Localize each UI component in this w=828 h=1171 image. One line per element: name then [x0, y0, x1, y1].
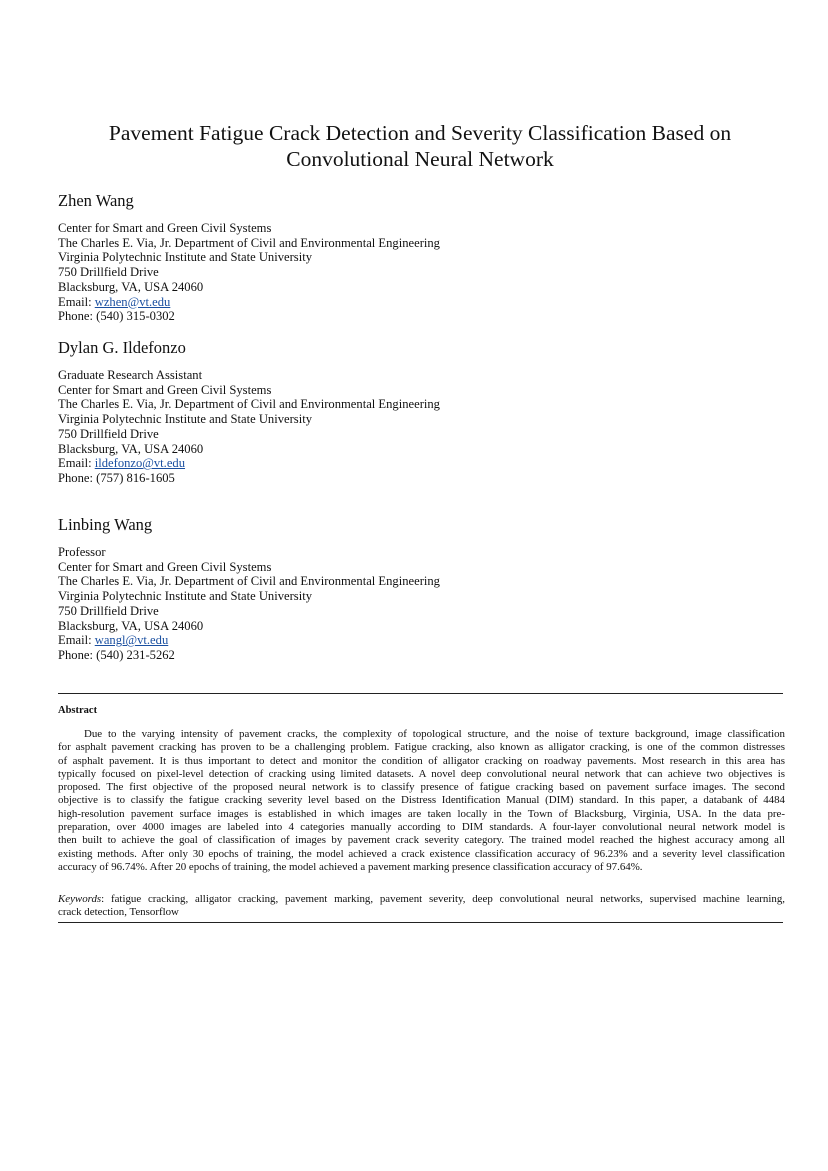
author-name: Dylan G. Ildefonzo — [58, 338, 186, 357]
title-line: Convolutional Neural Network — [286, 147, 554, 171]
abstract-bottom-rule — [58, 922, 783, 923]
affiliation-line: The Charles E. Via, Jr. Department of Civil and Environmental Engineering — [58, 574, 440, 589]
affiliation-line: Professor — [58, 545, 106, 559]
abstract-line: for asphalt pavement cracking has proven to be a challenging problem. Fatigue cracking, also known as alligator cracking, is one of the common distresses — [58, 741, 785, 754]
affiliation-line: Center for Smart and Green Civil Systems — [58, 221, 272, 235]
email-link[interactable]: wangl@vt.edu — [94, 633, 169, 648]
email-line — [58, 633, 798, 648]
abstract-heading: Abstract — [58, 705, 98, 716]
keywords-line: crack detection, Tensorflow — [58, 906, 179, 919]
keywords-text: : fatigue cracking, alligator cracking, pavement marking, pavement severity, deep convolutional neural networks, supervised machine learning, — [101, 893, 785, 905]
affiliation-line: Virginia Polytechnic Institute and State University — [58, 412, 312, 427]
abstract-line: then built to achieve the goal of classification of images by pavement crack severity category. The trained model reached the highest accuracy among all — [58, 834, 785, 847]
author-block — [58, 191, 798, 324]
email-label: Email: — [58, 294, 95, 309]
keywords — [58, 893, 785, 920]
abstract-line: proposed. The first objective of the proposed neural network is to classify presence of fatigue cracking based on pavement surface images. The second — [58, 781, 785, 794]
abstract-body — [58, 728, 785, 874]
affiliation-line: Virginia Polytechnic Institute and State University — [58, 250, 312, 265]
abstract-line: existing methods. After only 30 epochs of training, the model achieved a crack existence classification accuracy of 96.23% and a severity level classification — [58, 847, 785, 860]
abstract-line: typically focused on pixel-level detection of cracking using limited datasets. A novel deep convolutional neural network that can achieve two objectives is — [58, 767, 785, 780]
abstract-top-rule — [58, 693, 783, 694]
phone-line: Phone: (757) 816-1605 — [58, 470, 175, 485]
phone-line: Phone: (540) 315-0302 — [58, 309, 175, 324]
affiliation-line: Blacksburg, VA, USA 24060 — [58, 441, 204, 456]
abstract-line: high-resolution pavement surface images is established in which images are taken locally in the Town of Blacksburg, Virginia, USA. In the data pre- — [58, 807, 785, 820]
author-name: Linbing Wang — [58, 515, 153, 534]
author-block — [58, 338, 798, 486]
keywords-label: Keywords — [58, 893, 102, 905]
email-label: Email: — [58, 456, 95, 471]
author-block — [58, 515, 798, 663]
email-link[interactable]: wzhen@vt.edu — [94, 294, 171, 309]
email-link[interactable]: ildefonzo@vt.edu — [94, 456, 186, 471]
email-line — [58, 456, 798, 471]
affiliation-line: 750 Drillfield Drive — [58, 265, 159, 280]
keywords-line — [58, 893, 785, 906]
abstract-line: objective is to classify the fatigue cracking severity level based on the Distress Identification Manual (DIM) standard. In this paper, a databank of 4484 — [58, 794, 785, 807]
abstract-line: of asphalt pavement. It is thus important to detect and monitor the condition of alligator cracking on roadway pavements. Most research in this area has — [58, 754, 785, 767]
affiliation-line: Virginia Polytechnic Institute and State University — [58, 589, 312, 604]
affiliation-line: Center for Smart and Green Civil Systems — [58, 559, 272, 574]
abstract-line: preparation, over 4000 images are labeled into 4 categories manually according to DIM standards. A four-layer convolutional neural network model is — [58, 821, 785, 834]
affiliation-line: The Charles E. Via, Jr. Department of Civil and Environmental Engineering — [58, 397, 440, 412]
affiliation-line: Blacksburg, VA, USA 24060 — [58, 279, 204, 294]
affiliation-line: Graduate Research Assistant — [58, 368, 203, 382]
phone-line: Phone: (540) 231-5262 — [58, 647, 175, 662]
abstract-line: accuracy of 96.74%. After 20 epochs of training, the model achieved a pavement marking presence classification accuracy of 97.64%. — [58, 860, 643, 873]
affiliation-line: The Charles E. Via, Jr. Department of Civil and Environmental Engineering — [58, 235, 440, 250]
affiliation-line: Blacksburg, VA, USA 24060 — [58, 618, 204, 633]
affiliation-line: 750 Drillfield Drive — [58, 603, 159, 618]
affiliation-line: Center for Smart and Green Civil Systems — [58, 382, 272, 397]
author-name: Zhen Wang — [58, 191, 134, 210]
title-line: Pavement Fatigue Crack Detection and Severity Classification Based on — [108, 121, 732, 145]
abstract-line: Due to the varying intensity of pavement cracks, the complexity of topological structure, and the noise of texture background, image classification — [84, 728, 785, 740]
email-line — [58, 295, 798, 310]
affiliation-line: 750 Drillfield Drive — [58, 426, 159, 441]
email-label: Email: — [58, 633, 95, 648]
paper-title — [40, 120, 800, 172]
